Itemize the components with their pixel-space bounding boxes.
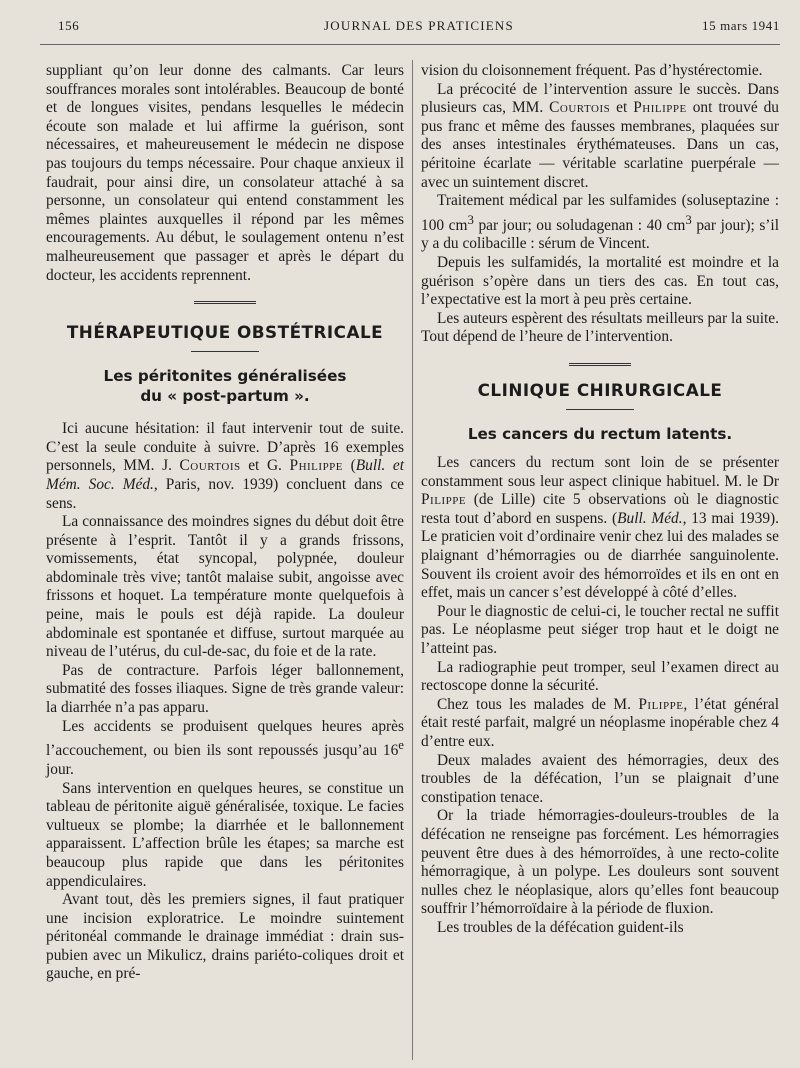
paragraph: Sans intervention en quelques heures, se constitue un tableau de péritonite aiguë généralisée, toxique. Le facies vultueux se plombe; la diarrhée et le ballonnement apparaissent. L’affection brûle les étapes; sa marche est beaucoup plus rapide que dans les péritonites appendiculaires. xyxy=(46,779,404,890)
paragraph xyxy=(421,454,779,603)
text: Les cancers du rectum sont loin de se présenter constamment sous leur aspect clinique habituel. M. le Dr xyxy=(421,454,779,490)
paragraph: Deux malades avaient des hémorragies, deux des troubles de la défécation, l’un se plaignait d’une constipation tenace. xyxy=(421,751,779,806)
paragraph: vision du cloisonnement fréquent. Pas d’hystérectomie. xyxy=(421,62,763,79)
text: ont trouvé du pus franc et même des fausses membranes, plaquées sur des anses intestinales érythémateuses. Dans un cas, péritoine écarlate — véritable scarlatine puerpérale — avec un suintement discret. xyxy=(421,99,779,191)
author-name: Philippe xyxy=(289,457,344,475)
paragraph xyxy=(421,192,779,254)
text: ( xyxy=(343,457,356,475)
author-name: Philippe xyxy=(633,99,687,117)
text: par jour; ou soludagenan : 40 cm xyxy=(473,216,686,234)
text: , 13 mai 1939). Le praticien voit d’ordinaire venir chez lui des malades se plaignant d’hémorragies ou de diarrhée sanguinolente. Souvent ils croient avoir des hémorroïdes et ils en ont en effet, mais un cancer s’est développé à côté d’elles. xyxy=(421,509,779,602)
paragraph: La radiographie peut tromper, seul l’examen direct au rectoscope donne la sécurité. xyxy=(421,658,779,695)
author-name: Courtois xyxy=(549,99,611,117)
paragraph: Pas de contracture. Parfois léger ballonnement, submatité des fosses iliaques. Signe de très grande valeur: la diarrhée n’a pas apparu. xyxy=(46,661,404,717)
paragraph: Or la triade hémorragies-douleurs-troubles de la défécation ne renseigne pas forcément. Les hémorragies peuvent être dues à des hémorroïdes, à une recto-colite hémorragique, à un polype. Les douleurs sont souvent nulles chez le néoplasique, alors qu’elles font beaucoup souffrir l’hémorroïdaire à la période de fluxion. xyxy=(421,807,779,918)
paragraph: La connaissance des moindres signes du début doit être présente à l’esprit. Tantôt il y a grands frissons, vomissements, état syncopal, polypnée, douleur abdominale très vive; tantôt malaise subit, angoisse avec frissons et hoquet. La température monte quelquefois à peine, mais le pouls est déjà rapide. La douleur abdominale est spontanée et diffuse, surtout marquée au niveau de l’utérus, du cul-de-sac, du foie et de la rate. xyxy=(46,513,404,661)
paragraph: Les troubles de la défécation guident-ils xyxy=(437,918,684,936)
text: et xyxy=(610,99,634,117)
issue-date: 15 mars 1941 xyxy=(702,18,780,33)
paragraph xyxy=(421,696,779,752)
text: La précocité de l’intervention assure le succès. Dans plusieurs cas, MM. xyxy=(421,80,779,117)
text: , l’état général était resté parfait, malgré un néoplasme inopérable chez 4 d’entre eux. xyxy=(421,695,779,750)
section-title-therapeutique: THÉRAPEUTIQUE OBSTÉTRICALE xyxy=(66,322,384,343)
paragraph xyxy=(46,420,404,513)
author-name: Courtois xyxy=(179,457,241,475)
column-divider xyxy=(412,60,413,1060)
section-title-clinique: CLINIQUE CHIRURGICALE xyxy=(477,380,723,401)
author-name: Pilippe xyxy=(421,491,467,509)
journal-title: JOURNAL DES PRATICIENS xyxy=(324,18,514,33)
text: par jour); s’il y a du colibacille : sérum de Vincent. xyxy=(421,216,779,253)
right-column xyxy=(421,62,779,937)
text: , Paris, nov. 1939) concluent dans ce sens. xyxy=(46,475,404,512)
paragraph: Depuis les sulfamidés, la mortalité est moindre et la guérison s’opère dans un tiers des cas. En tout cas, l’expectative est la mort à peu près certaine. xyxy=(421,254,779,309)
paragraph xyxy=(46,718,404,780)
paragraph: Avant tout, dès les premiers signes, il faut pratiquer une incision exploratrice. Le moindre suintement péritonéal commande le drainage immédiat : drain sus-pubien avec un Mikulicz, drains pariéto-coliques droit et gauche, en pré- xyxy=(46,891,404,983)
superscript: 3 xyxy=(467,212,474,227)
article-title-line1: Les péritonites généralisées xyxy=(103,367,347,386)
article-title: Les cancers du rectum latents. xyxy=(467,425,733,444)
text: et G. xyxy=(240,457,290,475)
reference-title: Bull. et Mém. Soc. Méd. xyxy=(46,457,404,493)
text: Chez tous les malades de M. xyxy=(437,695,639,713)
superscript: e xyxy=(398,738,404,753)
header-rule xyxy=(40,44,780,45)
paragraph: Les auteurs espèrent des résultats meilleurs par la suite. Tout dépend de l’heure de l’intervention. xyxy=(421,309,779,346)
left-column xyxy=(46,62,404,984)
superscript: 3 xyxy=(685,212,692,227)
author-name: Pilippe xyxy=(638,695,684,713)
page-number: 156 xyxy=(58,18,80,33)
text: jour. xyxy=(46,760,74,778)
intro-paragraph: suppliant qu’on leur donne des calmants. Car leurs souffrances morales sont intolérables. Beaucoup de bonté et de longues visites, pendans lesquelles le médecin écoute son malade et lui affirme la guérison, sont nécessaires, et maheureusement le médecin ne dispose pas toujours du temps nécessaire. Pour chaque anxieux il faudrait, pour ainsi dire, un consolateur attaché à sa personne, un consolateur qui entend constamment les mêmes plaintes auxquelles il répond par les mêmes encouragements. Au début, le soulagement ontenu n’est malheureusement que passager et après le départ du docteur, les accidents reprennent. xyxy=(46,62,404,284)
paragraph xyxy=(421,81,779,193)
paragraph: Pour le diagnostic de celui-ci, le toucher rectal ne suffit pas. Le néoplasme peut siéger trop haut et le doigt ne l’atteint pas. xyxy=(421,602,779,657)
text: Les accidents se produisent quelques heures après l’accouchement, ou bien ils sont repoussés jusqu’au 16 xyxy=(46,717,404,760)
text: (de Lille) cite 5 observations où le diagnostic resta tout d’abord en suspens. ( xyxy=(421,491,779,527)
text: Traitement médical par les sulfamides (soluseptazine : 100 cm xyxy=(421,192,779,234)
article-title-line2: du « post-partum ». xyxy=(140,387,310,406)
reference-title: Bull. Méd. xyxy=(617,509,683,527)
text: Ici aucune hésitation: il faut intervenir tout de suite. C’est la seule conduite à suivre. D’après 16 exemples personnels, MM. J. xyxy=(46,420,404,475)
running-head xyxy=(58,18,780,40)
